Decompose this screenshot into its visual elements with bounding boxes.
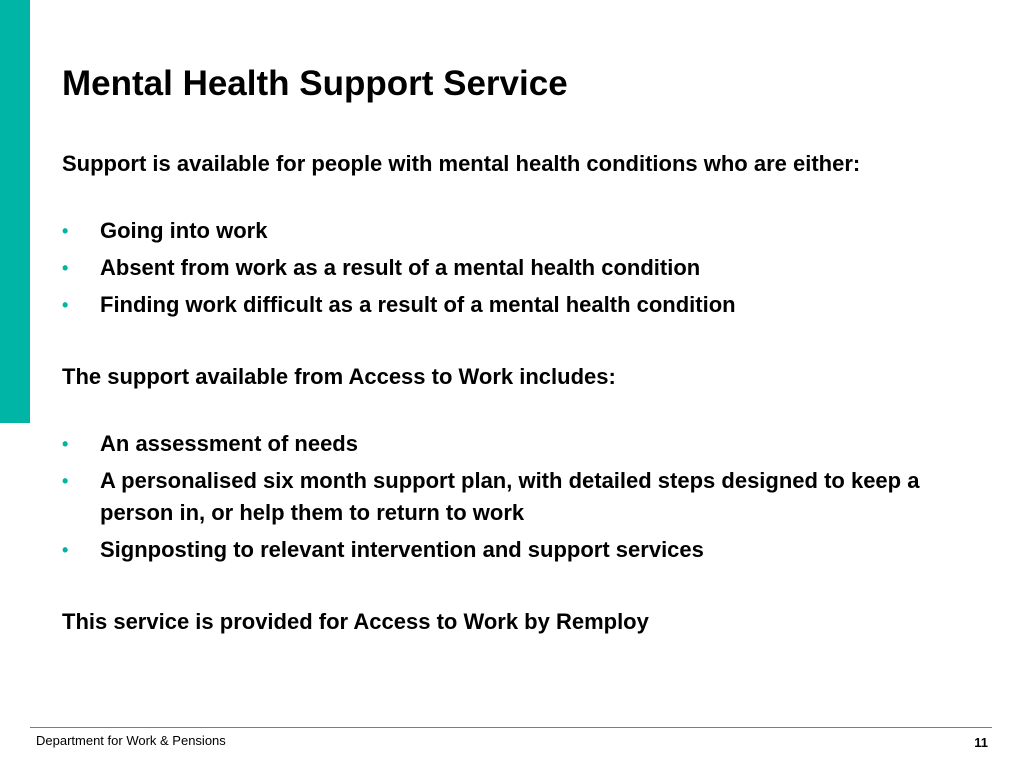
eligibility-list [62, 215, 962, 321]
list-item-text: An assessment of needs [100, 431, 358, 456]
list-item [62, 289, 962, 321]
list-item [62, 428, 962, 460]
bullet-icon: • [62, 295, 69, 315]
list-item [62, 252, 962, 284]
bullet-icon: • [62, 540, 69, 560]
spacer [62, 326, 962, 361]
support-list [62, 428, 962, 566]
bullet-icon: • [62, 221, 69, 241]
bullet-icon: • [62, 434, 69, 454]
footer-organisation: Department for Work & Pensions [36, 733, 226, 748]
list-item-text: Finding work difficult as a result of a mental health condition [100, 292, 736, 317]
spacer [62, 393, 962, 428]
support-heading: The support available from Access to Work includes: [62, 364, 616, 389]
list-item [62, 215, 962, 247]
bullet-icon: • [62, 258, 69, 278]
page-number: 11 [974, 735, 988, 750]
list-item [62, 534, 962, 566]
slide-title: Mental Health Support Service [62, 64, 568, 103]
accent-bar [0, 0, 30, 423]
spacer [62, 571, 962, 606]
closing-paragraph: This service is provided for Access to Work by Remploy [62, 609, 649, 634]
intro-paragraph: Support is available for people with mental health conditions who are either: [62, 151, 861, 176]
list-item-text: Signposting to relevant intervention and support services [100, 537, 704, 562]
footer-divider [30, 727, 992, 728]
list-item [62, 465, 962, 529]
bullet-icon: • [62, 471, 69, 491]
list-item-text: A personalised six month support plan, with detailed steps designed to keep a person in, or help them to return to work [100, 468, 920, 525]
spacer [62, 180, 962, 215]
list-item-text: Going into work [100, 218, 268, 243]
list-item-text: Absent from work as a result of a mental health condition [100, 255, 701, 280]
slide-body [62, 148, 962, 638]
